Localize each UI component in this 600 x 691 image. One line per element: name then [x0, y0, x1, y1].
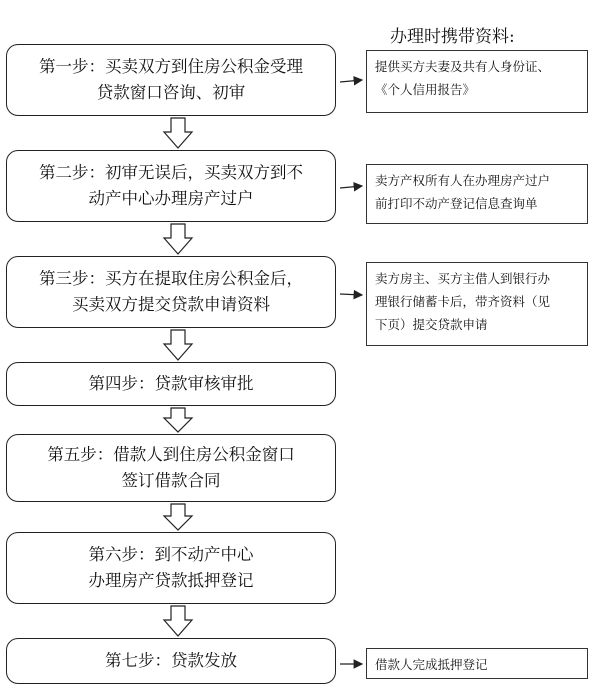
step-4-text: 第四步：贷款审核审批	[88, 374, 254, 393]
down-arrow-icon	[164, 330, 192, 360]
right-arrow-icon	[340, 80, 362, 82]
step-3-text: 第三步：买方在提取住房公积金后， 买卖双方提交贷款申请资料	[39, 269, 303, 314]
step-7-text: 第七步：贷款发放	[105, 651, 237, 670]
right-arrow-icon	[340, 294, 362, 295]
step-2-text: 第二步：初审无误后，买卖双方到不 动产中心办理房产过户	[39, 163, 303, 208]
step-6-text: 第六步：到不动产中心 办理房产贷款抵押登记	[88, 545, 254, 590]
note-4: 借款人完成抵押登记	[366, 648, 588, 679]
materials-header: 办理时携带资料:	[390, 27, 515, 47]
down-arrow-icon	[164, 224, 192, 254]
note-1: 提供买方夫妻及共有人身份证、 《个人信用报告》	[366, 50, 588, 113]
down-arrow-icon	[164, 606, 192, 636]
note-3: 卖方房主、买方主借人到银行办 理银行储蓄卡后，带齐资料（见 下页）提交贷款申请	[366, 262, 588, 346]
right-arrow-icon	[340, 186, 362, 188]
step-5-text: 第五步：借款人到住房公积金窗口 签订借款合同	[47, 445, 295, 490]
note-2: 卖方产权所有人在办理房产过户 前打印不动产登记信息查询单	[366, 164, 588, 224]
step-1-text: 第一步：买卖双方到住房公积金受理 贷款窗口咨询、初审	[39, 57, 303, 102]
down-arrow-icon	[164, 408, 192, 432]
down-arrow-icon	[164, 504, 192, 530]
down-arrow-icon	[164, 118, 192, 148]
